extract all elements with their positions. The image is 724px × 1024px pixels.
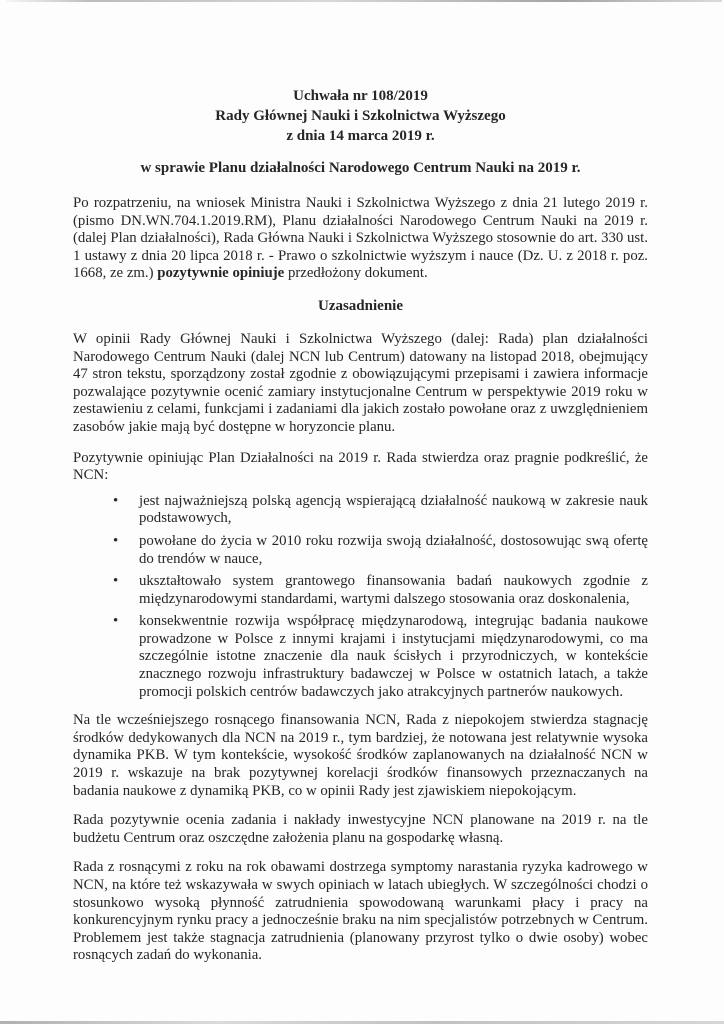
intro-text-before: Po rozpatrzeniu, na wniosek Ministra Nauki i Szkolnictwa Wyższego z dnia 21 lutego 2019 r. (pismo DN.WN.704.1.2019.RM), Planu działalności Narodowego Centrum Nauki na 2019 r. (dalej Plan działalności), Rada Główna Nauki i Szkolnictwa Wyższego stosownie do art. 330 ust. 1 ustawy z dnia 20 lipca 2018 r. - Prawo o szkolnictwie wyższym i nauce (Dz. U. z 2018 r. poz. 1668, ze zm.) xyxy=(73,195,648,282)
paragraph-staffing: Rada z rosnącymi z roku na rok obawami dostrzega symptomy narastania ryzyka kadrowego w NCN, na które też wskazywała w swych opiniach w latach ubiegłych. W szczególności chodzi o stosunkowo wysoką płynność zatrudnienia spowodowaną warunkami płacy i pracy na konkurencyjnym rynku pracy a jednocześnie braku na nim specjalistów potrzebnych w Centrum. Problemem jest także stagnacja zatrudnienia (planowany przyrost tylko o dwie osoby) wobec rosnących zadań do wykonania. xyxy=(73,859,648,964)
scan-artifact-top xyxy=(6,0,722,2)
intro-text-after: przedłożony dokument. xyxy=(284,265,428,282)
bullet-text: ukształtowało system grantowego finansowania badań naukowych zgodnie z międzynarodowymi standardami, wartymi dalszego stosowania oraz doskonalenia, xyxy=(139,573,648,607)
bullet-list xyxy=(73,493,648,702)
title-block xyxy=(73,86,648,146)
bullet-text: jest najważniejszą polską agencją wspierającą działalność naukową w zakresie nauk podstawowych, xyxy=(139,492,648,527)
bullet-icon: • xyxy=(113,532,119,549)
resolution-subject: w sprawie Planu działalności Narodowego Centrum Nauki na 2019 r. xyxy=(140,160,581,176)
document-content xyxy=(73,86,648,965)
paragraph-funding: Na tle wcześniejszego rosnącego finansowania NCN, Rada z niepokojem stwierdza stagnację środków dedykowanych dla NCN na 2019 r., tym bardziej, że notowana jest relatywnie wysoka dynamika PKB. W tym kontekście, wysokość środków zaplanowanych na działalność NCN w 2019 r. wskazuje na brak pozytywnej korelacji środków finansowych przeznaczanych na badania naukowe z dynamiką PKB, co w opinii Rady jest zjawiskiem niepokojącym. xyxy=(73,712,648,799)
bullet-item xyxy=(73,493,648,528)
paragraph-investments: Rada pozytywnie ocenia zadania i nakłady inwestycyjne NCN planowane na 2019 r. na tle budżetu Centrum oraz oszczędne założenia planu na gospodarkę własną. xyxy=(73,812,648,846)
bullet-item xyxy=(73,533,648,568)
bullet-icon: • xyxy=(113,613,119,630)
council-name: Rady Głównej Nauki i Szkolnictwa Wyższego xyxy=(215,108,506,124)
section-heading-uzasadnienie: Uzasadnienie xyxy=(317,297,403,314)
resolution-number: Uchwała nr 108/2019 xyxy=(293,88,428,104)
bullet-item xyxy=(73,573,648,608)
resolution-date: z dnia 14 marca 2019 r. xyxy=(286,128,435,144)
paragraph-opinion: W opinii Rady Głównej Nauki i Szkolnictwa Wyższego (dalej: Rada) plan działalności Narodowego Centrum Nauki (dalej NCN lub Centrum) datowany na listopad 2018, obejmujący 47 stron tekstu, sporządzony został zgodnie z obowiązującymi przepisami i zawiera informacje pozwalające pozytywnie ocenić zamiary instytucjonalne Centrum w perspektywie 2019 roku w zestawieniu z celami, funkcjami i zadaniami dla jakich zostało powołane oraz z uwzględnieniem zasobów jakie mają być dostępne w horyzoncie planu. xyxy=(73,330,648,435)
bullet-icon: • xyxy=(113,492,119,509)
opinion-bold-phrase: pozytywnie opiniuje xyxy=(157,265,285,282)
bullet-text: konsekwentnie rozwija współpracę międzynarodową, integrując badania naukowe prowadzone w Polsce z innymi krajami i instytucjami międzynarodowymi, co ma szczególnie istotne znaczenie dla nauk ścisłych i przyrodniczych, w kontekście znacznego rozwoju infrastruktury badawczej w Polsce w ostatnich latach, a także promocji polskich centrów badawczych jako atrakcyjnych partnerów naukowych. xyxy=(139,613,648,700)
intro-paragraph xyxy=(73,195,648,283)
bullet-text: powołane do życia w 2010 roku rozwija swoją działalność, dostosowując swą ofertę do trendów w nauce, xyxy=(139,532,648,567)
bullet-item xyxy=(73,613,648,701)
bullet-icon: • xyxy=(113,573,119,590)
paragraph-list-intro: Pozytywnie opiniując Plan Działalności na 2019 r. Rada stwierdza oraz pragnie podkreślić, że NCN: xyxy=(73,449,648,484)
